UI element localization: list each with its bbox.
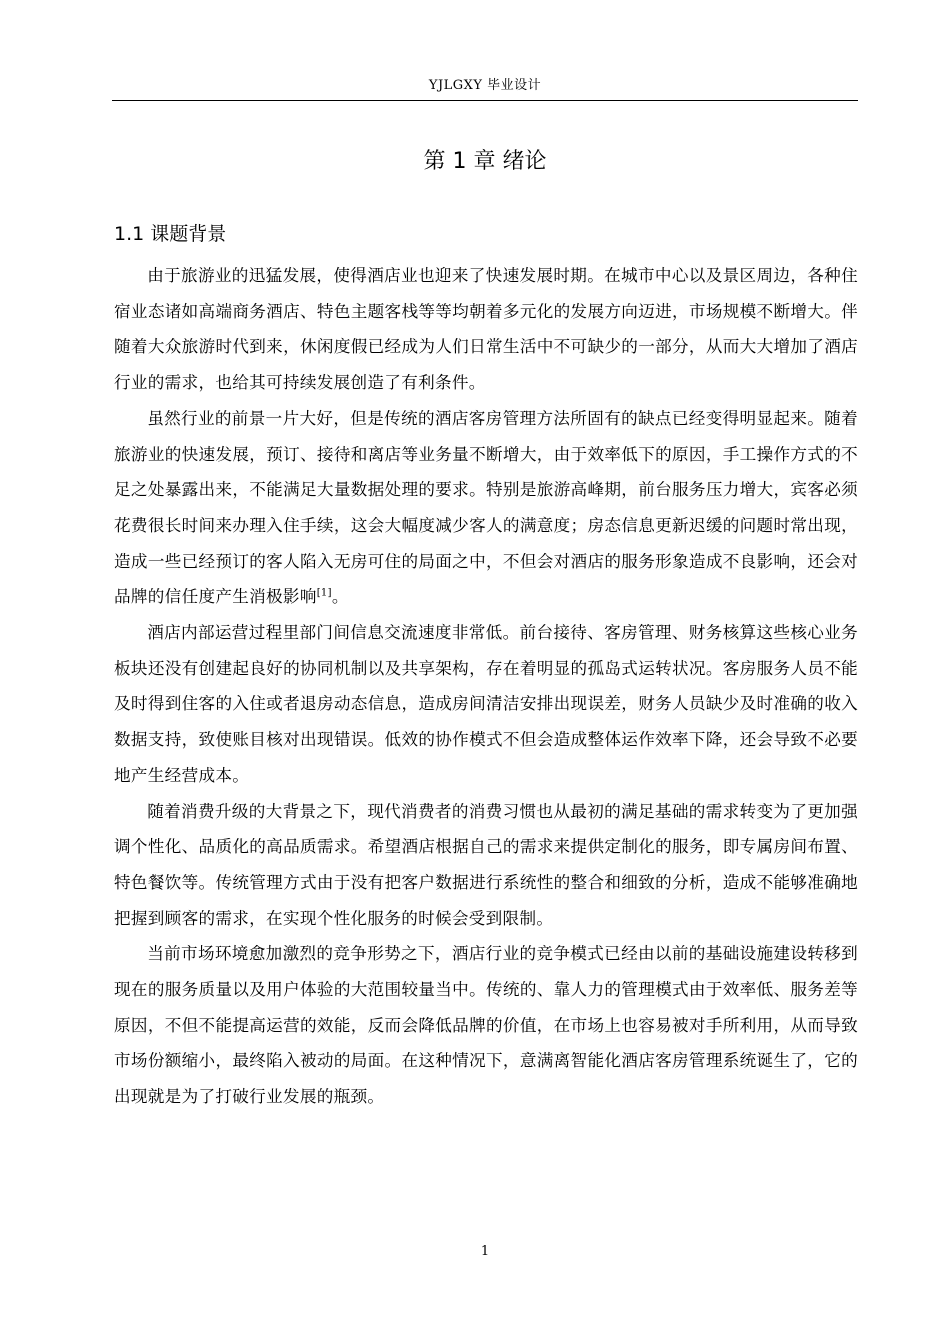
paragraph-text: 由于旅游业的迅猛发展，使得酒店业也迎来了快速发展时期。在城市中心以及景区周边，各种住宿业态诸如高端商务酒店、特色主题客栈等等均朝着多元化的发展方向迈进，市场规模不断增大。伴随着大众旅游时代到来，休闲度假已经成为人们日常生活中不可缺少的一部分，从而大大增加了酒店行业的需求，也给其可持续发展创造了有利条件。 <box>114 266 858 393</box>
section-title: 1.1 课题背景 <box>114 223 227 245</box>
paragraph <box>114 615 858 794</box>
page-header: YJLGXY 毕业设计 <box>428 78 542 93</box>
citation-marker[interactable]: [1] <box>316 587 332 599</box>
paragraph <box>114 936 858 1115</box>
body-text <box>114 258 858 1115</box>
paragraph-text: 当前市场环境愈加激烈的竞争形势之下，酒店行业的竞争模式已经由以前的基础设施建设转移到现在的服务质量以及用户体验的大范围较量当中。传统的、靠人力的管理模式由于效率低、服务差等原因，不但不能提高运营的效能，反而会降低品牌的价值，在市场上也容易被对手所利用，从而导致市场份额缩小，最终陷入被动的局面。在这种情况下，意满离智能化酒店客房管理系统诞生了，它的出现就是为了打破行业发展的瓶颈。 <box>114 944 858 1107</box>
header-rule <box>112 100 858 101</box>
page-number: 1 <box>480 1244 490 1259</box>
paragraph <box>114 794 858 937</box>
paragraph <box>114 258 858 401</box>
paragraph <box>114 401 858 615</box>
paragraph-tail: 。 <box>331 587 349 607</box>
paragraph-text: 随着消费升级的大背景之下，现代消费者的消费习惯也从最初的满足基础的需求转变为了更加强调个性化、品质化的高品质需求。希望酒店根据自己的需求来提供定制化的服务，即专属房间布置、特色餐饮等。传统管理方式由于没有把客户数据进行系统性的整合和细致的分析，造成不能够准确地把握到顾客的需求，在实现个性化服务的时候会受到限制。 <box>114 801 858 928</box>
chapter-title: 第 1 章 绪论 <box>423 149 547 174</box>
paragraph-text: 酒店内部运营过程里部门间信息交流速度非常低。前台接待、客房管理、财务核算这些核心业务板块还没有创建起良好的协同机制以及共享架构，存在着明显的孤岛式运转状况。客房服务人员不能及时得到住客的入住或者退房动态信息，造成房间清洁安排出现误差，财务人员缺少及时准确的收入数据支持，致使账目核对出现错误。低效的协作模式不但会造成整体运作效率下降，还会导致不必要地产生经营成本。 <box>114 623 858 785</box>
paragraph-text: 虽然行业的前景一片大好，但是传统的酒店客房管理方法所固有的缺点已经变得明显起来。随着旅游业的快速发展，预订、接待和离店等业务量不断增大，由于效率低下的原因，手工操作方式的不足之处暴露出来，不能满足大量数据处理的要求。特别是旅游高峰期，前台服务压力增大，宾客必须花费很长时间来办理入住手续，这会大幅度减少客人的满意度；房态信息更新迟缓的问题时常出现，造成一些已经预订的客人陷入无房可住的局面之中，不但会对酒店的服务形象造成不良影响，还会对品牌的信任度产生消极影响 <box>114 408 858 607</box>
